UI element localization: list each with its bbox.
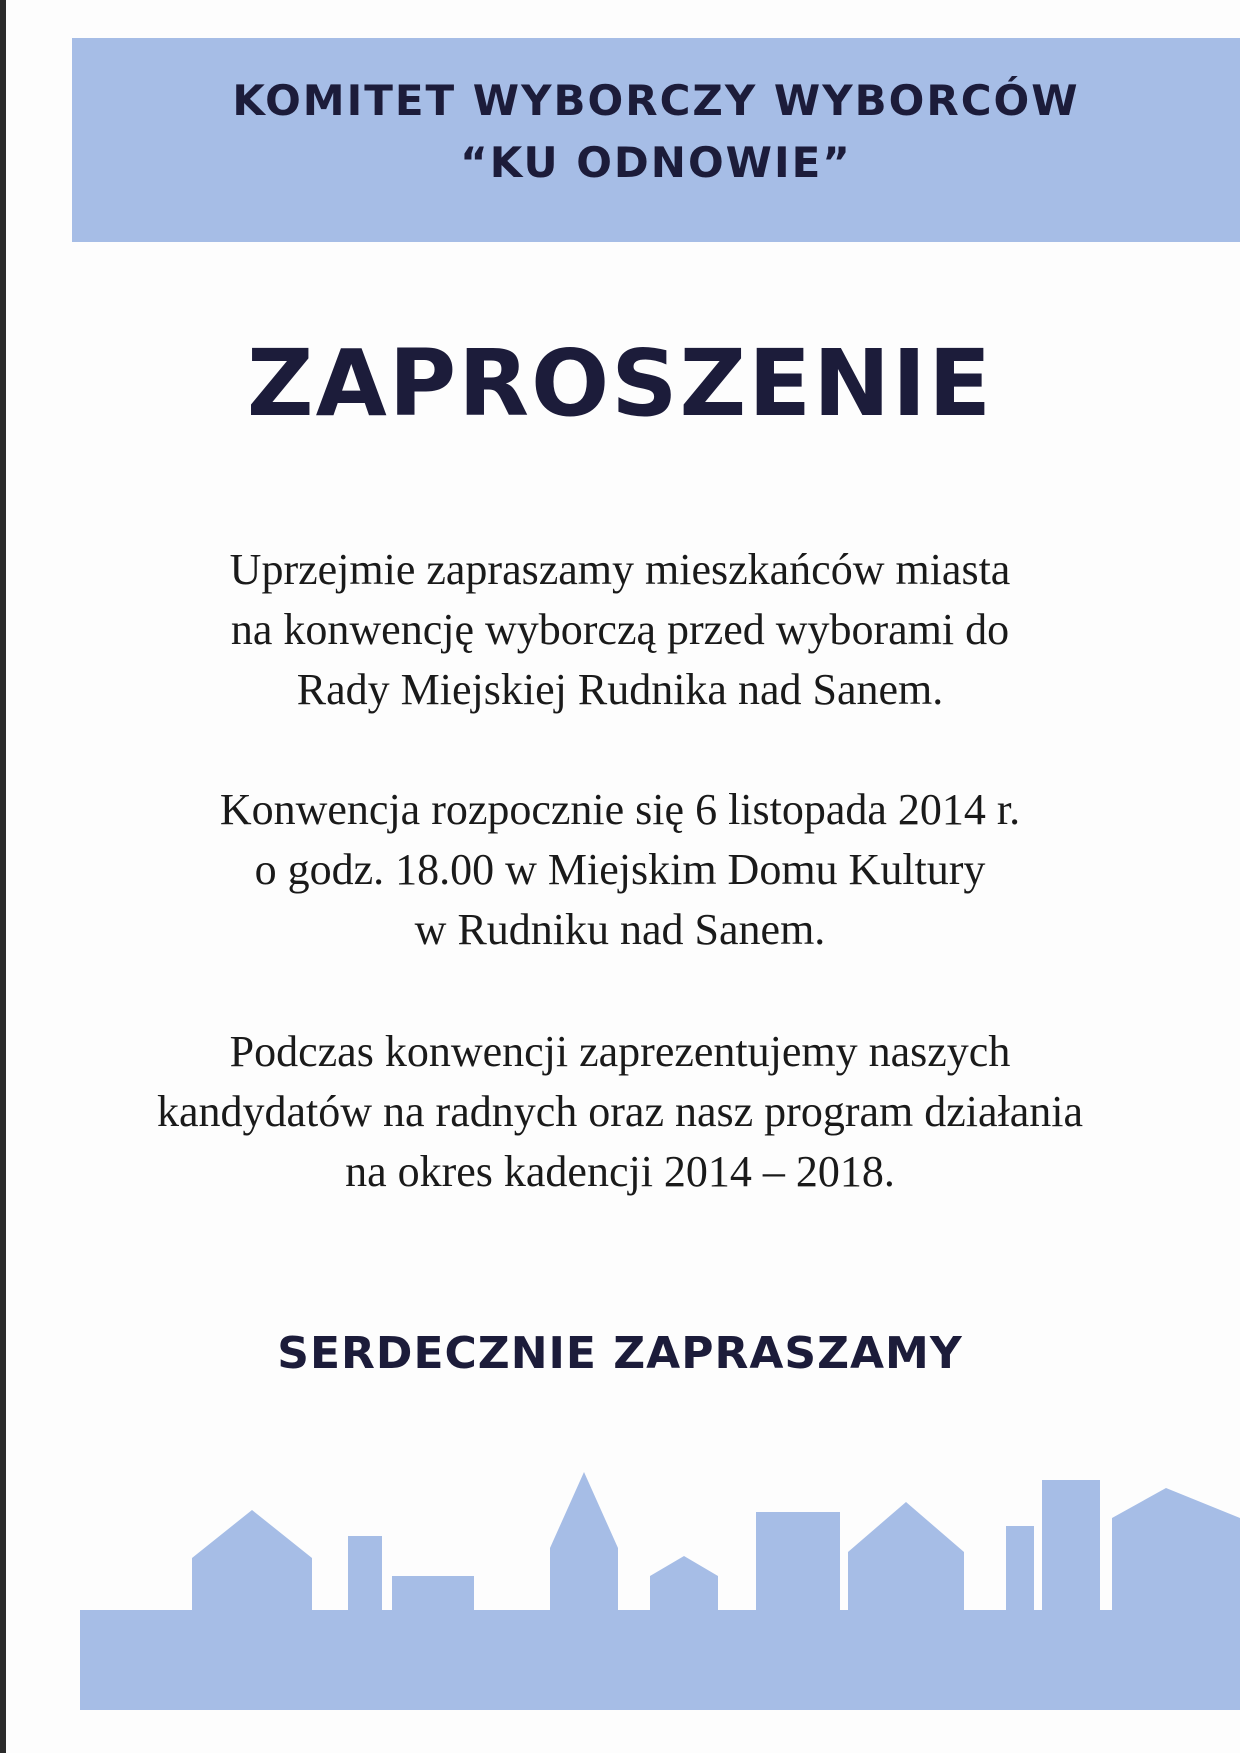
committee-name: KOMITET WYBORCZY WYBORCÓW <box>232 76 1080 125</box>
paragraph-program <box>0 1022 1240 1202</box>
paragraph-line: Rady Miejskiej Rudnika nad Sanem. <box>296 665 944 714</box>
invitation-title: ZAPROSZENIE <box>246 330 994 437</box>
closing-line: SERDECZNIE ZAPRASZAMY <box>277 1328 963 1379</box>
city-skyline-illustration <box>80 1460 1240 1710</box>
paragraph-line: na konwencję wyborczą przed wyborami do <box>230 605 1010 654</box>
paragraph-line: Konwencja rozpocznie się 6 listopada 2014 r. <box>219 785 1021 834</box>
committee-slogan: “KU ODNOWIE” <box>460 138 852 187</box>
paragraph-date-place <box>0 780 1240 960</box>
paragraph-line: na okres kadencji 2014 – 2018. <box>345 1147 895 1196</box>
paragraph-line: o godz. 18.00 w Miejskim Domu Kultury <box>254 845 986 894</box>
paragraph-line: Podczas konwencji zaprezentujemy naszych <box>229 1027 1011 1076</box>
header-band <box>72 38 1240 242</box>
paragraph-line: kandydatów na radnych oraz nasz program działania <box>156 1087 1084 1136</box>
skyline-shape <box>80 1472 1240 1710</box>
paragraph-line: Uprzejmie zapraszamy mieszkańców miasta <box>229 545 1011 594</box>
paragraph-invitation <box>0 540 1240 720</box>
paragraph-line: w Rudniku nad Sanem. <box>414 905 826 954</box>
